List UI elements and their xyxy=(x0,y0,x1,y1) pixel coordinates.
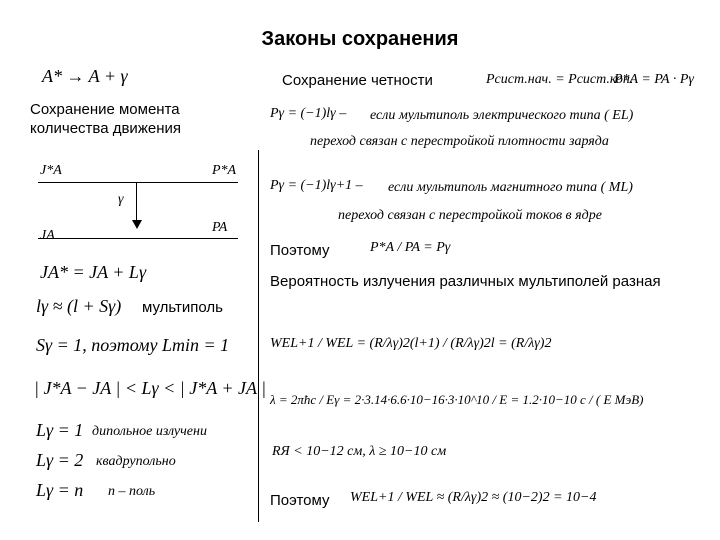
pa-label: PA xyxy=(212,220,228,235)
size-comparison-equation: RЯ < 10−12 см, λ ≥ 10−10 см xyxy=(272,444,447,459)
electric-type-text: если мультиполь электрического типа ( EL) xyxy=(370,108,634,123)
pa-star-label: P*A xyxy=(212,163,237,178)
magnetic-parity-eq: Pγ = (−1)lγ+1 – xyxy=(270,178,363,193)
multipole-quadrupole-name: квадрупольно xyxy=(96,454,176,469)
multipole-n-name: n – поль xyxy=(108,484,156,499)
therefore-label-1: Поэтому xyxy=(270,242,330,259)
therefore-label-2: Поэтому xyxy=(270,492,330,509)
ja-label: JA xyxy=(40,228,55,243)
angular-momentum-label: Сохранение момента количества движения xyxy=(30,101,181,137)
magnetic-transition-note: переход связан с перестройкой токов в ядре xyxy=(338,208,602,223)
wavelength-equation: λ = 2πħc / Eγ = 2·3.14·6.6·10−16·3·10^10 / E = 1.2·10−10 с / ( E МэВ) xyxy=(270,392,644,407)
page-title: Законы сохранения xyxy=(261,28,459,50)
decay-equation: A* → A + γ xyxy=(42,66,128,86)
momentum-sum-equation: JA* = JA + Lγ xyxy=(40,262,147,282)
electric-transition-note: переход связан с перестройкой плотности заряда xyxy=(310,134,609,149)
parity-label: Сохранение четности xyxy=(282,72,433,89)
ja-star-label: J*A xyxy=(40,163,62,178)
lower-level-line xyxy=(38,238,238,239)
probability-text: Вероятность излучения различных мультиполей разная xyxy=(270,273,661,290)
multipole-dipole-name: дипольное излучени xyxy=(92,424,207,439)
parity-equation-1: Pсист.нач. = Pсист.кон. xyxy=(486,72,634,87)
multipole-dipole-eq: Lγ = 1 xyxy=(36,420,84,440)
arrow-down-icon xyxy=(132,220,142,229)
parity-equation-2: P*A = PA · Pγ xyxy=(614,72,694,87)
probability-ratio-equation: WEL+1 / WEL = (R/λγ)2(l+1) / (R/λγ)2l = (R/λγ)2 xyxy=(270,336,552,351)
multipole-n-eq: Lγ = n xyxy=(36,480,84,500)
parity-ratio-equation: P*A / PA = Pγ xyxy=(370,240,451,255)
l-gamma-equation: lγ ≈ (l + Sγ) xyxy=(36,296,122,316)
upper-level-line xyxy=(38,182,238,183)
multipole-quadrupole-eq: Lγ = 2 xyxy=(36,450,84,470)
transition-arrow-shaft xyxy=(136,182,137,222)
column-divider xyxy=(258,150,259,522)
triangle-inequality: | J*A − JA | < Lγ < | J*A + JA | xyxy=(34,378,267,398)
gamma-label: γ xyxy=(118,192,124,207)
multipole-label: мультиполь xyxy=(142,299,223,316)
final-ratio-equation: WEL+1 / WEL ≈ (R/λγ)2 ≈ (10−2)2 = 10−4 xyxy=(350,490,597,505)
spin-equation: Sγ = 1, поэтому Lmin = 1 xyxy=(36,335,230,355)
electric-parity-eq: Pγ = (−1)lγ – xyxy=(270,106,347,121)
magnetic-type-text: если мультиполь магнитного типа ( ML) xyxy=(388,180,633,195)
